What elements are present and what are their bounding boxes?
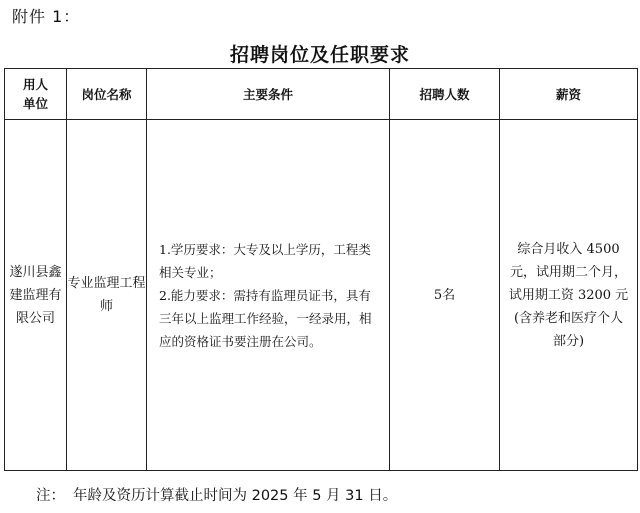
footnote-text: 年龄及资历计算截止时间为 2025 年 5 月 31 日。 xyxy=(73,488,398,504)
recruitment-table xyxy=(4,68,638,471)
header-unit-label: 用人 单位 xyxy=(22,77,48,111)
page-title: 招聘岗位及任职要求 xyxy=(229,44,410,66)
salary-cell: 综合月收入 4500 元，试用期二个月，试用期工资 3200 元(含养老和医疗个人部分) xyxy=(500,120,638,471)
table-row xyxy=(5,120,638,471)
condition-ability: 2.能力要求：需持有监理员证书，具有三年以上监理工作经验，一经录用，相应的资格证书要注册在公司。 xyxy=(159,287,372,349)
conditions-cell xyxy=(147,120,390,471)
headcount-cell: 5名 xyxy=(390,120,500,471)
position-cell: 专业监理工程师 xyxy=(67,120,147,471)
header-count: 招聘人数 xyxy=(390,69,500,120)
header-conditions: 主要条件 xyxy=(147,69,390,120)
table-header-row xyxy=(5,69,638,120)
header-position: 岗位名称 xyxy=(67,69,147,120)
footnote-label: 注： xyxy=(36,488,65,504)
employer-cell: 遂川县鑫建监理有限公司 xyxy=(5,120,67,471)
header-salary: 薪资 xyxy=(500,69,638,120)
header-unit xyxy=(5,69,67,120)
footnote xyxy=(36,484,397,505)
condition-education: 1.学历要求：大专及以上学历，工程类相关专业； xyxy=(159,241,371,280)
attachment-label: 附件 1： xyxy=(12,7,81,26)
